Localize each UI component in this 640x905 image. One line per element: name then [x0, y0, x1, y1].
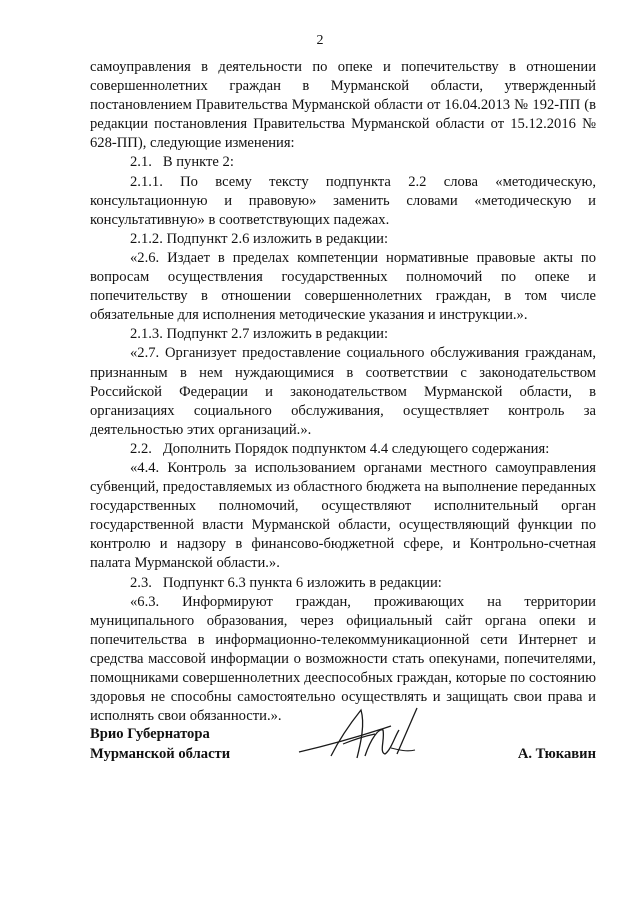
paragraph-2-1: 2.1. В пункте 2: — [130, 154, 234, 171]
signatory-position — [90, 724, 230, 764]
quote-2-6: «2.6. Издает в пределах компетенции нормативные правовые акты по вопросам осуществления государственных полномочий по опеке и попечительству в отношении совершеннолетних граждан, в том числе обязательные для исполнения методические указания и инструкции.». — [90, 249, 596, 324]
signatory-position-line2: Мурманской области — [90, 746, 231, 762]
signatory-name: А. Тюкавин — [517, 746, 596, 762]
quote-6-3: «6.3. Информируют граждан, проживающих на территории муниципального образования, через официальный сайт органа опеки и попечительства в информационно-телекоммуникационной сети Интернет и средства массовой информации о возможности стать опекунами, попечителями, помощниками совершеннолетних дееспособных граждан, которые по состоянию здоровья не способны самостоятельно осуществлять и защищать свои права и исполнять свои обязанности.». — [90, 593, 596, 725]
document-body — [90, 58, 596, 726]
paragraph-intro-continuation: самоуправления в деятельности по опеке и попечительству в отношении совершеннолетних граждан в Мурманской области, утвержденный постановлением Правительства Мурманской области от 16.04.2013 № 192-ПП (в редакции постановления Правительства Мурманской области от 15.12.2016 № 628-ПП), следующие изменения: — [90, 59, 596, 152]
paragraph-2-1-3: 2.1.3. Подпункт 2.7 изложить в редакции: — [130, 326, 389, 343]
paragraph-2-1-2: 2.1.2. Подпункт 2.6 изложить в редакции: — [130, 230, 389, 247]
quote-4-4: «4.4. Контроль за использованием органами местного самоуправления субвенций, предоставляемых из областного бюджета на выполнение переданных государственных полномочий, осуществляют исполнительный орган государственной власти Мурманской области, осуществляющий функции по контролю и надзору в финансово-бюджетной сфере, и Контрольно-счетная палата Мурманской области.». — [90, 459, 596, 572]
paragraph-2-1-1: 2.1.1. По всему тексту подпункта 2.2 слова «методическую, консультационную и правовую» заменить словами «методическую и консультативную» в соответствующих падежах. — [90, 173, 596, 228]
quote-2-7: «2.7. Организует предоставление социального обслуживания гражданам, признанным в нем нуждающимися в соответствии с законодательством Российской Федерации и законодательством Мурманской области, в организациях социального обслуживания, осуществляет контроль за деятельностью этих организаций.». — [90, 345, 596, 438]
signatory-position-line1: Врио Губернатора — [90, 726, 210, 742]
paragraph-2-2: 2.2. Дополнить Порядок подпунктом 4.4 следующего содержания: — [130, 440, 550, 457]
handwritten-signature — [295, 700, 425, 770]
paragraph-2-3: 2.3. Подпункт 6.3 пункта 6 изложить в редакции: — [130, 574, 442, 591]
page-number: 2 — [316, 33, 324, 48]
